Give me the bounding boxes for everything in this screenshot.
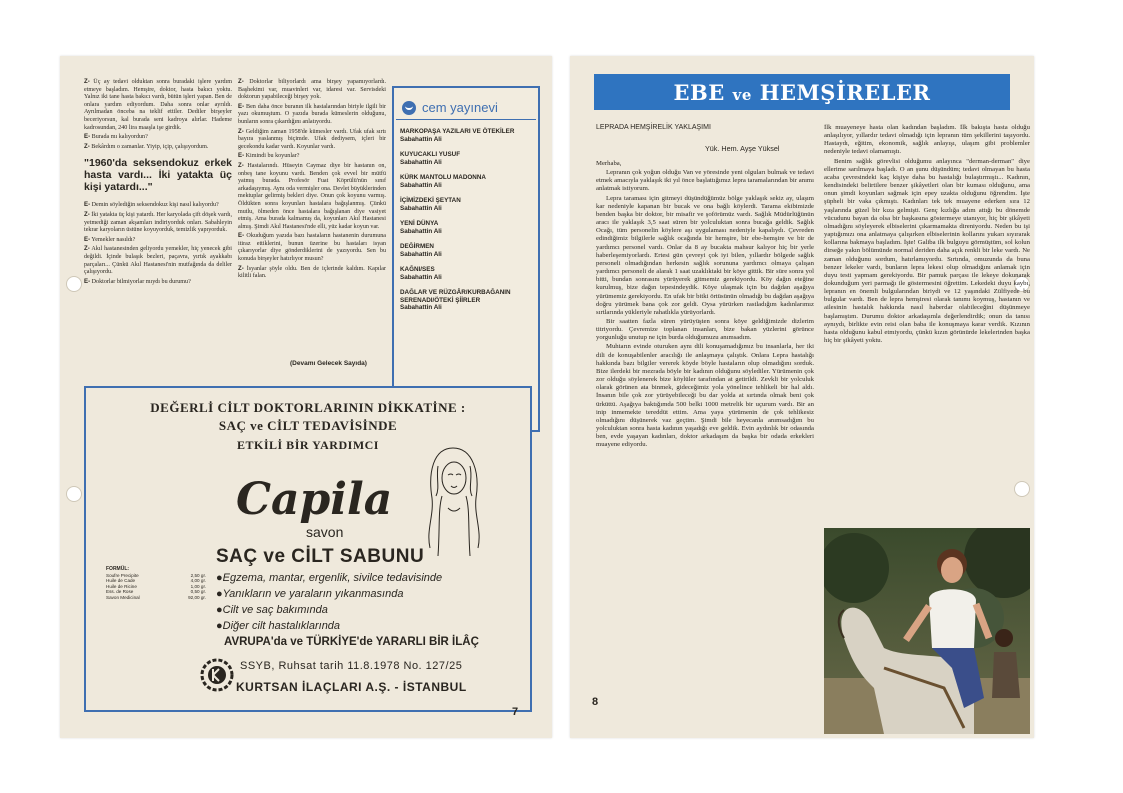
book-author: Sabahattin Ali [400,181,442,189]
book-author: Sabahattin Ali [400,227,442,235]
woman-illustration [418,438,488,558]
interview-text: Hastalarındı. Hüseyin Caymaz diye bir hastanın on, onbeş tane koyunu vardı. Benden çok evvel bir mütfü yatmış burada. Profesör Fuat Köprülü'nün sınıf arkadaşıymış. Aynı oda vermişler ona. Devlet büyüklerinden mektuplar gelirmiş bekleri diye. Onun çok koyunu varmış. Öldükten sonra koyunları hastalara bağışlanmış. Çünkü mutlu, ölmeden önce hastalara bağışlanan diye vasiyet etmiş. Ama burada kalmamış da, koyunları Akıl Hastanesi almış. Şimdi Akıl Hastanesi'nde elli, yüz kadar koyun var. [238,162,386,230]
formula-amount: 92,00 gr. [188,594,206,600]
book-list [394,128,538,312]
book-author: Sabahattin Ali [400,273,442,281]
book-item [394,174,538,189]
article-paragraph: Bir saatten fazla süren yürüyüşten sonra köye geldiğimizde dizlerim titriyordu. Çevremize toplanan insanları, bize bakan yüzlerini görünce yorgunluğu unutup ne için burda olduğumuzu anımsadım. [596,317,814,342]
speaker-label: E- [238,102,245,110]
interview-entry [238,128,386,152]
interview-entry [238,152,386,161]
book-author: Sabahattin Ali [400,204,442,212]
ad-bullet: ● Diğer cilt hastalıklarında [216,618,442,634]
speaker-label: Z- [84,142,90,150]
speaker-label: E- [84,133,91,141]
interview-text: Bekârdım o zamanlar. Yiyip, içip, çalışıyordum. [91,143,209,150]
interview-text: Kimindi bu koyunlar? [245,153,300,160]
interview-text: Okuduğum yazıda bazı hastaların hastanenin durumuna itiraz ettiklerini, bunun üzerine bu hastaları isyan çıkarıyorlar diye gönderdiklerini de yazıyordu. Sen bu konuda birşeyler hatırlıyor musun? [238,233,386,263]
formula-ingredient: Huile de Ricine [106,583,137,589]
speaker-label: Z- [84,78,90,85]
speaker-label: E- [238,232,245,240]
interview-entry [238,232,386,263]
formula-amount: 4,00 gr. [190,578,206,584]
speaker-label: Z- [84,245,90,253]
left-page [60,56,552,738]
book-title: KAĞNI/SES [400,266,435,273]
interview-entry [84,143,232,152]
book-item [394,266,538,281]
ad-bullet-list [216,570,442,634]
speaker-label: Z- [238,161,244,169]
interview-text: Akıl hastanesinden geliyordu yemekler, hiç yenecek gibi değildi. İçinde bulaşık bezleri, paçavra, yırtık ayakkabı parçaları... Çünkü Akıl Hastanesi'nin mutfağında da deliler çalışıyordu. [84,246,232,276]
interview-entry [238,162,386,231]
ad-formula [106,567,206,601]
formula-ingredient: Savon Medicinal [106,594,140,600]
interview-text: İsyanlar şöyle oldu. Ben de içlerinde kaldım. Kapılar kilitli falan. [238,265,386,280]
speaker-label: E- [84,201,91,209]
continued-note: (Devamı Gelecek Sayıda) [290,360,367,367]
speaker-label: E- [238,152,245,160]
speaker-label: E- [84,277,91,285]
ad-line-3: ETKİLİ BİR YARDIMCI [237,438,379,452]
ad-brand-sub: savon [306,524,344,540]
article-title: LEPRADA HEMŞİRELİK YAKLAŞIMI [596,124,711,131]
interview-text: Geldiğim zaman 1958'de kümesler vardı. Ufak ufak sırtı bayıra yaslanmış biçimde. Ufak dediysem, içleri bir gecekondu kadar vardı. Koyunlar vardı. [238,128,386,150]
kurtsan-logo-icon [200,658,234,692]
formula-title: FORMÜL: [106,566,130,572]
interview-entry [84,201,232,210]
interview-text: Doktorlar bilmiyorlar mıydı bu durumu? [91,278,191,285]
interview-entry [238,78,386,102]
article-column-1 [596,160,814,700]
book-item [394,243,538,258]
interview-text: Ben daha önce buranın ilk hastalarından biriyle ilgili bir yazı okumuştum. O yazıda burada kümeslerin olduğunu, bunların sonra çıkardığını anlatıyordu. [238,103,386,125]
ad-license: SSYB, Ruhsat tarih 11.8.1978 No. 127/25 [240,660,463,672]
ad-bullet: ● Yanıkların ve yaraların yıkanmasında [216,586,442,602]
interview-entry [84,236,232,245]
interview-entry [84,278,232,287]
interview-entry [238,265,386,281]
book-item [394,128,538,143]
article-paragraph: Lepra taraması için gitmeyi düşündüğümüz bölge yaklaşık sekiz ay, ulaşım kar nedeniyle kapanan bir bucak ve ona bağlı köylerdi. Tarama ekibimizde benden başka bir doktor, bir misafir ve şoförümüz vardı. Sağlık Müdürlüğünün aracı ile yaklaşık 3,5 saat süren bir yolculuktan sonra bucağa geldik. Sağlık Ocağı, tüm personelin köylere aşı uygulaması nedeniyle kapalıydı. Çevreden edindiğimiz bilgilerle sağlık ocağında bir hemşire, bir ebe-hemşire ve bir de yardımcı personel vardı. Onlar da 8 ay bucakta mahsur kalıyor hiç bir yerle haberleşemiyorlardı. Ertesi gün çevreyi çok iyi bilen, yıllardır bölgede sağlık personeli olmadığından herkesin sağlık sorununa yardımcı olmaya çalışan yardımcı personeli de alarak 1 saat uzaklıktaki bir köye gittik. Bir süre sonra yol bitti, bundan sonrasını yürüyerek gitmemiz gerekiyordu. Köy dağın eteğine kurulmuş, bize dağın tepesindeydik. Köye ulaşmak için bu dağdan aşağıya yürümemiz gerekiyordu. En ufak bir bitki örtüsünün olmadığı bu dağdan aşağıya doğru yürümek bana çok zor geldi. Oysa yürürken rastladığım kadınlarımız sırtlarında yükleriyle rahatlıkla yürüyorlardı. [596,194,814,316]
photo-nurse-on-horse [824,528,1030,734]
book-item [394,151,538,166]
book-item [394,197,538,212]
ad-bullet: ● Egzema, mantar, ergenlik, sivilce tedavisinde [216,570,442,586]
capila-advert [84,386,532,712]
book-title: KUYUCAKLI YUSUF [400,151,461,158]
interview-text: Doktorlar biliyorlardı ama birşey yapamıyorlardı. Başhekimi var, muavinleri var, idaresi var. Servisdeki doktorun yapabileceği birşey yok. [238,79,386,101]
article-byline: Yük. Hem. Ayşe Yüksel [705,144,780,153]
interview-entry [238,103,386,127]
book-author: Sabahattin Ali [400,250,442,258]
binder-hole [66,276,82,292]
article-paragraph: Merhaba, [596,160,622,167]
ad-brand: Capila [236,474,393,525]
publisher-box [392,86,540,432]
section-title-hemsireler: HEMŞİRELER [759,79,931,105]
article-paragraph: Benim sağlık görevlisi olduğumu anlayınca "derman-derman" diye ellerime sarılmaya başladı. O an şunu düşündüm; tedavi olmayan bu hasta acaba çevresindeki kaç kişiye daha bu hastalığı bulaştırmıştı... Kadının, kendisindeki belirtilere benzer şikâyetleri olan bir kuması olduğunu, ama onun şimdi koyunları sağmak için epey uzakta olduğunu öğrendim. İşte şüpheli bir vaka çıkmıştı. Kadınları tek tek muayene ederken sıra 12 yaşlarında güzel bir kıza gelmişti. Genç kızlığa adım attığı bu dönemde vücudunu bayan da olsa bir başkasına göstermeye utanıyor, hiç bir şikâyeti olmadığını söyleyerek elbiselerini çıkarmamakta direniyordu. Neden bu işi yaptığımızı ona anlatmaya çalışırken elbiselerinin kollarını yukarı sıyırarak kollarına bakmaya başladım. İşte! Galiba ilk bulguyu görmüştüm, sol kolun dirseğe yakın bölümünde normal deriden daha açık renkli bir leke vardı. Ne zaman olduğunu sordum, hatırlamıyordu. Sırtında, omuzunda da buna benzer lekeler vardı, bunların lepra lekesi olup olmadığını anlamak için duyu testi yapmam gerekiyordu. Bir pamuk parçası ile lekeye dokunarak dokunduğum yeri parmağı ile göstermesini öğrettim. Lekedeki duyu kaybı, lepranın en önemli bulgularından biriydi ve 12 yaşındaki Zülfiyede bu bulgular vardı. Ben de lepra hemşiresi olarak tanımı koymuş, hastanın ve ailesinin hastalık hakkında nasıl haberdar olabileceğini düşünmeye başlamıştım. Durumu doktor arkadaşımla değerlendirdik; onun da tanısı aynıydı, birlikte evin reisi olan baba ile konuşmaya karar verdik. Kızının hasta olduğunu kabul etmiyordu, çünkü kızın görünürde lekelerinden başka hiç bir şikâyeti yoktu. [824,157,1030,345]
section-title-ve: ve [732,85,752,104]
interview-text: Yemekler nasıldı? [91,236,136,243]
speaker-label: Z- [238,264,244,272]
right-page [570,56,1034,738]
book-author: Sabahattin Ali [400,158,442,166]
book-author: Sabahattin Ali [400,304,442,311]
formula-row [106,595,206,601]
article-column-2 [824,124,1030,520]
interview-text: Demin söylediğin seksendokuz kişi nasıl kalıyordu? [91,202,219,209]
pull-quote-headline: "1960'da seksendokuz erkek hasta vardı... İki yatakta üç kişi yatardı..." [84,157,232,194]
book-item [394,220,538,235]
speaker-label: Z- [84,210,90,218]
publisher-logo-icon [402,101,416,115]
book-item [394,289,538,312]
book-title: İÇİMİZDEKİ ŞEYTAN [400,197,461,204]
section-title [674,80,931,105]
formula-ingredient: Ess. de Rose [106,589,134,595]
interview-entry [84,133,232,142]
formula-ingredient: Huile de Cade [106,578,136,584]
formula-amount: 2,50 gr. [190,572,206,578]
ad-company: KURTSAN İLAÇLARI A.Ş. - İSTANBUL [236,680,467,694]
speaker-label: E- [84,235,91,243]
ad-line-2: SAÇ ve CİLT TEDAVİSİNDE [218,418,398,433]
publisher-name: cem yayınevi [422,100,498,115]
section-title-ebe: EBE [673,79,725,105]
interview-text: İki yatakta üç kişi yatardı. Her karyolada çift döşek vardı, yetmediği zaman akşamları indiriyorduk onları. Sabahleyin tekrar karyoların üstüne koyuyorduk, temizlik yapıyorduk. [84,211,232,234]
ad-line-1: DEĞERLİ CİLT DOKTORLARININ DİKKATİNE : [150,400,466,415]
ad-tagline: AVRUPA'da ve TÜRKİYE'de YARARLI BİR İLÂÇ [224,636,479,648]
formula-ingredient: Soufre Precipite [106,572,139,578]
interview-entry [84,211,232,235]
section-header [594,74,1010,110]
interview-column-2 [238,78,386,383]
interview-entry [84,78,232,132]
ad-bullet: ● Cilt ve saç bakımında [216,602,442,618]
book-author: Sabahattin Ali [400,135,442,143]
book-title: MARKOPAŞA YAZILARI VE ÖTEKİLER [400,128,515,135]
ad-product-name: SAÇ ve CİLT SABUNU [216,546,425,567]
formula-amount: 0,50 gr. [190,589,206,595]
article-paragraph: İlk muayeneye hasta olan kadından başladım. İlk bakışta hasta olduğu anlaşılıyor, yıllardır tedavi olmadığı için lepranın tüm şekillerini taşıyordu. Hastaydı, eğitim, ekonomik, sağlık anlayışı, ulaşım gibi problemler nedeniyle tedavi olamamıştı. [824,124,1030,156]
speaker-label: Z- [238,127,244,135]
binder-hole [66,486,82,502]
publisher-header [396,88,536,120]
page-number-right: 8 [592,696,599,708]
interview-text: Burada mı kalıyordun? [91,134,148,141]
interview-text: Üç ay tedavi olduktan sonra buradaki işlere yardım etmeye başladım. Hemşire, doktor, hasta bakıcı yoktu. Yalnız iki tane hasta bakıcı vardı, bütün işleri yapan. Ben de onlara yardım ediyordum. Daha sonra onlar ayrıldı. Ayrılmadan önceba na teklif ettiler. Dediler birşeyler beceriyorsun, kal burada seni kadroya alırlar. Hademe kadrosundan, 240 lira maaşla işe girdik. [84,79,232,131]
book-title: YENİ DÜNYA [400,220,439,227]
article-paragraph: Lepranın çok yoğun olduğu Van ve yöresinde yeni olguları bulmak ve tedavi etmek amacıyla yaklaşık iki yıl önce başlattığımız lepra taramalarından bir anımı anlatmak istiyorum. [596,169,814,193]
page-number-left: 7 [512,706,519,718]
formula-amount: 1,00 gr. [190,583,206,589]
interview-entry [84,245,232,276]
book-title: DAĞLAR VE RÜZGÂR/KURBAĞANIN SERENADI/ÖTEKİ ŞİİRLER [400,289,511,304]
article-paragraph: Muhtarın evinde oturuken aynı dili konuşamadığımız bu insanlarla, her iki dili de konuşabilenler aracılığı ile anlaşmaya çalıştık. Onlara Lepra hastalığı hakkında bazı bilgiler vererek köyde böyle hastaların olup olmadığını sorduk. Bize ilerdeki bir mezrada böyle bir kadının olduğunu söylediler. Yürümenin çok zor olduğu söylenerek bize köylüler tarafından at getirildi. Zevkli bir yolculuk olarak görünen ata binmek, gideceğimiz yola yönelince tehlikeli bir hal aldı. İnsanın bile çok zor yürüyebileceği bu dar yolda at sırtında olmak beni çok ürküttü. Aşağıya baktığımda 500 belki 1000 metrelik bir uçurum vardı. Bir an inip inmemekte tereddüt ettim. Ama yaya yürümenin de çok tehlikesiz olmadığını düşünerek vaz geçtim. Şimdi bile heyecanla anımsadığım bu yolculuktan sonra hasta kadının yaşadığı eve geldik. Evin aydınlık bir odasında ben, evde yaşayan kadınları, doktor arkadaşım da başka bir odada erkekleri muayene ediyordu. [596,343,814,449]
interview-column-1 [84,78,232,383]
book-title: DEĞİRMEN [400,243,434,250]
book-title: KÜRK MANTOLU MADONNA [400,174,486,181]
speaker-label: Z- [238,78,244,85]
